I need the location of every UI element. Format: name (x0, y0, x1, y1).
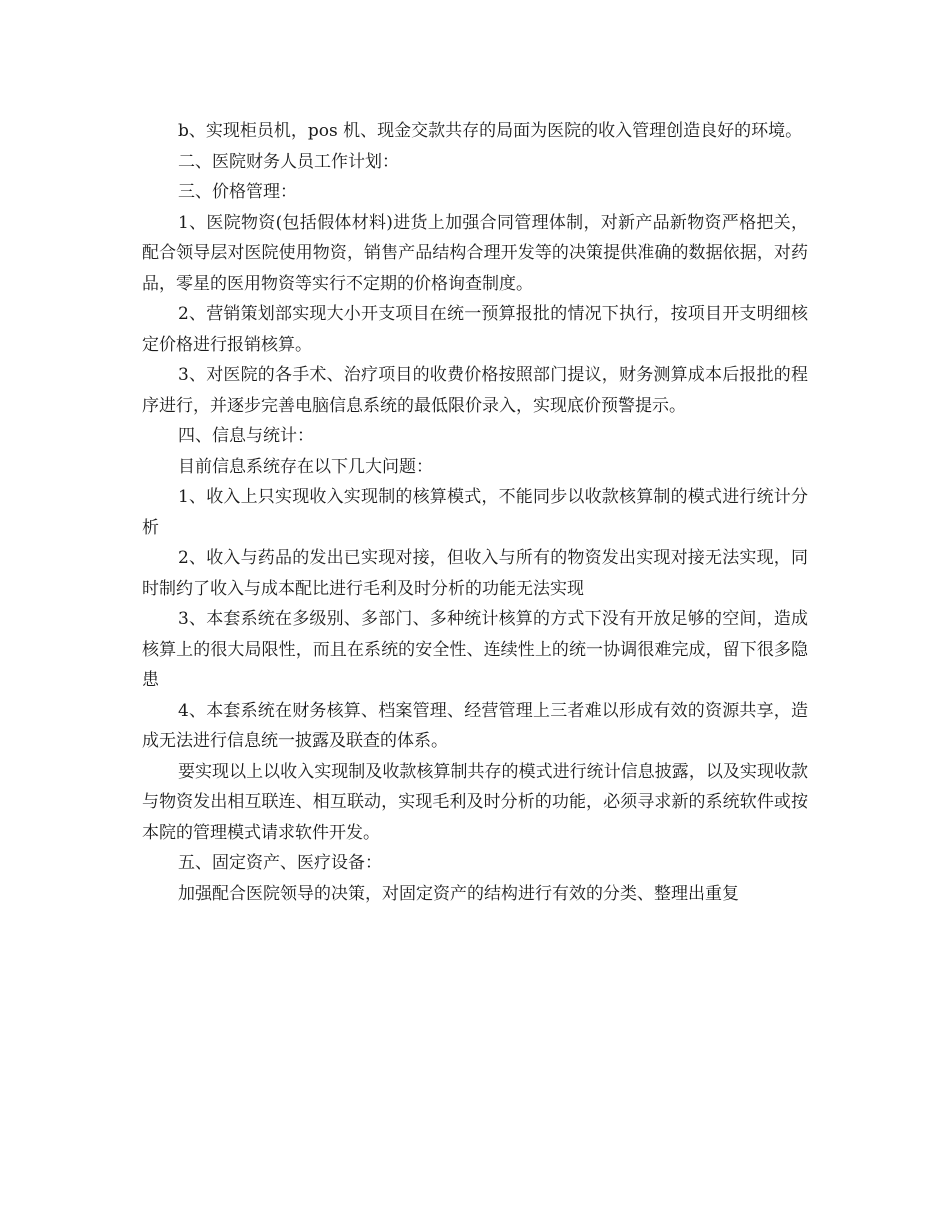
paragraph-11: 3、本套系统在多级别、多部门、多种统计核算的方式下没有开放足够的空间，造成核算上的很大局限性，而且在系统的安全性、连续性上的统一协调很难完成，留下很多隐患 (142, 609, 808, 690)
paragraph-1: b、实现柜员机，pos 机、现金交款共存的局面为医院的收入管理创造良好的环境。 (178, 121, 803, 141)
paragraph-4: 1、医院物资(包括假体材料)进货上加强合同管理体制，对新产品新物资严格把关，配合领导层对医院使用物资，销售产品结构合理开发等的决策提供准确的数据依据，对药品，零星的医用物资等实行不定期的价格询查制度。 (142, 212, 808, 294)
paragraph-12: 4、本套系统在财务核算、档案管理、经营管理上三者难以形成有效的资源共享，造成无法进行信息统一披露及联查的体系。 (142, 700, 808, 751)
paragraph-7: 四、信息与统计： (178, 426, 314, 446)
paragraph-2: 二、医院财务人员工作计划： (178, 151, 399, 172)
paragraph-5: 2、营销策划部实现大小开支项目在统一预算报批的情况下执行，按项目开支明细核定价格进行报销核算。 (142, 304, 808, 355)
paragraph-15: 加强配合医院领导的决策，对固定资产的结构进行有效的分类、整理出重复 (178, 883, 739, 904)
paragraph-8: 目前信息系统存在以下几大问题： (178, 456, 433, 477)
paragraph-3: 三、价格管理： (178, 182, 297, 202)
document-body (142, 116, 808, 909)
paragraph-6: 3、对医院的各手术、治疗项目的收费价格按照部门提议，财务测算成本后报批的程序进行，并逐步完善电脑信息系统的最低限价录入，实现底价预警提示。 (142, 365, 808, 416)
paragraph-9: 1、收入上只实现收入实现制的核算模式，不能同步以收款核算制的模式进行统计分析 (142, 487, 808, 538)
paragraph-14: 五、固定资产、医疗设备： (178, 853, 382, 873)
paragraph-13: 要实现以上以收入实现制及收款核算制共存的模式进行统计信息披露，以及实现收款与物资发出相互联连、相互联动，实现毛利及时分析的功能，必须寻求新的系统软件或按本院的管理模式请求软件开发。 (142, 761, 808, 843)
paragraph-10: 2、收入与药品的发出已实现对接，但收入与所有的物资发出实现对接无法实现，同时制约了收入与成本配比进行毛利及时分析的功能无法实现 (142, 548, 808, 599)
